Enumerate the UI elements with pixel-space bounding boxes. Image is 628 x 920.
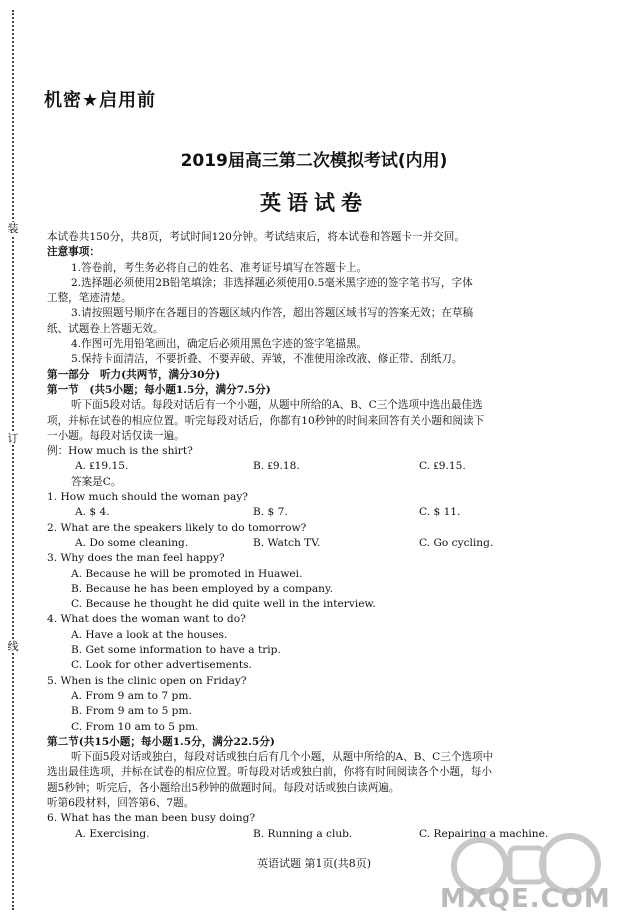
- question-5: 5. When is the clinic open on Friday?: [47, 674, 247, 687]
- note-item: 纸、试题卷上答题无效。: [47, 322, 164, 335]
- binding-line: [6, 0, 20, 920]
- option-b: B. Running a club.: [253, 827, 353, 840]
- section1-instructions: 一小题。每段对话仅读一遍。: [47, 429, 185, 442]
- binding-mark-zhuang: 装: [7, 222, 19, 235]
- note-item: 2.选择题必须使用2B铅笔填涂；非选择题必须使用0.5毫米黑字迹的签字笔书写，字体: [71, 276, 473, 289]
- question-3: 3. Why does the man feel happy?: [47, 552, 225, 565]
- option-c: C. Look for other advertisements.: [71, 659, 252, 672]
- section1-heading: 第一节 (共5小题；每小题1.5分，满分7.5分): [47, 383, 271, 396]
- question-6: 6. What has the man been busy doing?: [47, 812, 256, 825]
- option-b: B. Watch TV.: [253, 536, 321, 549]
- question-1-options: [47, 505, 607, 520]
- page-footer: 英语试题 第1页(共8页): [256, 857, 372, 870]
- question-2-options: [47, 536, 607, 551]
- option-b: B. Because he has been employed by a company.: [71, 582, 333, 595]
- binding-mark-xian: 线: [7, 640, 19, 653]
- listen-note: 听第6段材料，回答第6、7题。: [47, 796, 195, 809]
- example-question: 例：How much is the shirt?: [47, 445, 193, 458]
- option-a: A. Exercising.: [75, 827, 150, 840]
- exam-title: 2019届高三第二次模拟考试(内用): [180, 151, 448, 171]
- question-2: 2. What are the speakers likely to do tomorrow?: [47, 521, 307, 534]
- watermark-text: MXQE.COM: [440, 884, 611, 914]
- option-c: C. Go cycling.: [419, 536, 494, 549]
- binding-dotted-line: [12, 10, 14, 910]
- option-a: A. $ 4.: [75, 506, 110, 519]
- intro-text: 本试卷共150分，共8页，考试时间120分钟。考试结束后，将本试卷和答题卡一并交回。: [47, 231, 465, 243]
- section2-instructions: 选出最佳选项，并标在试卷的相应位置。听每段对话或独白前，你将有时间阅读各个小题，每小: [47, 766, 492, 779]
- question-1: 1. How much should the woman pay?: [47, 491, 248, 504]
- confidential-label: 机密★启用前: [44, 90, 157, 111]
- note-item: 1.答卷前，考生务必将自己的姓名、准考证号填写在答题卡上。: [71, 261, 368, 274]
- binding-mark-ding: 订: [7, 432, 19, 445]
- section2-instructions: 听下面5段对话或独白，每段对话或独白后有几个小题，从题中所给的A、B、C三个选项中: [71, 751, 494, 764]
- option-c: C. Because he thought he did quite well in the interview.: [71, 598, 376, 611]
- option-b: B. From 9 am to 5 pm.: [71, 705, 192, 718]
- note-item: 工整，笔迹清楚。: [47, 292, 132, 305]
- notes-heading: 注意事项：: [47, 246, 100, 259]
- example-answer: 答案是C。: [71, 475, 122, 488]
- option-a: A. From 9 am to 7 pm.: [71, 689, 192, 702]
- option-c: C. From 10 am to 5 pm.: [71, 720, 199, 733]
- section1-instructions: 项，并标在试卷的相应位置。听完每段对话后，你都有10秒钟的时间来回答有关小题和阅读下: [47, 414, 485, 427]
- exam-content: [47, 230, 607, 842]
- note-item: 4.作图可先用铅笔画出，确定后必须用黑色字迹的签字笔描黑。: [71, 338, 368, 351]
- option-a: A. Have a look at the houses.: [71, 628, 228, 641]
- section2-heading: 第二节(共15小题；每小题1.5分，满分22.5分): [47, 735, 275, 748]
- option-b: B. ₤9.18.: [253, 460, 300, 473]
- option-c: C. Repairing a machine.: [419, 827, 549, 840]
- option-b: B. Get some information to have a trip.: [71, 644, 281, 657]
- option-a: A. Do some cleaning.: [75, 536, 189, 549]
- example-options: [47, 459, 607, 474]
- section2-instructions: 题5秒钟；听完后，各小题给出5秒钟的做题时间。每段对话或独白读两遍。: [47, 781, 400, 794]
- option-a: A. Because he will be promoted in Huawei.: [71, 567, 303, 580]
- note-item: 3.请按照题号顺序在各题目的答题区域内作答，超出答题区域书写的答案无效；在草稿: [71, 307, 474, 320]
- option-c: C. $ 11.: [419, 506, 461, 519]
- note-item: 5.保持卡面清洁，不要折叠、不要弄破、弄皱，不准使用涂改液、修正带、刮纸刀。: [71, 353, 463, 366]
- subject-title: 英语试卷: [260, 191, 368, 215]
- option-c: C. ₤9.15.: [419, 460, 466, 473]
- part1-heading: 第一部分 听力(共两节，满分30分): [47, 368, 221, 381]
- section1-instructions: 听下面5段对话。每段对话后有一个小题，从题中所给的A、B、C三个选项中选出最佳选: [71, 399, 483, 412]
- option-a: A. ₤19.15.: [75, 460, 129, 473]
- question-4: 4. What does the woman want to do?: [47, 613, 246, 626]
- option-b: B. $ 7.: [253, 506, 288, 519]
